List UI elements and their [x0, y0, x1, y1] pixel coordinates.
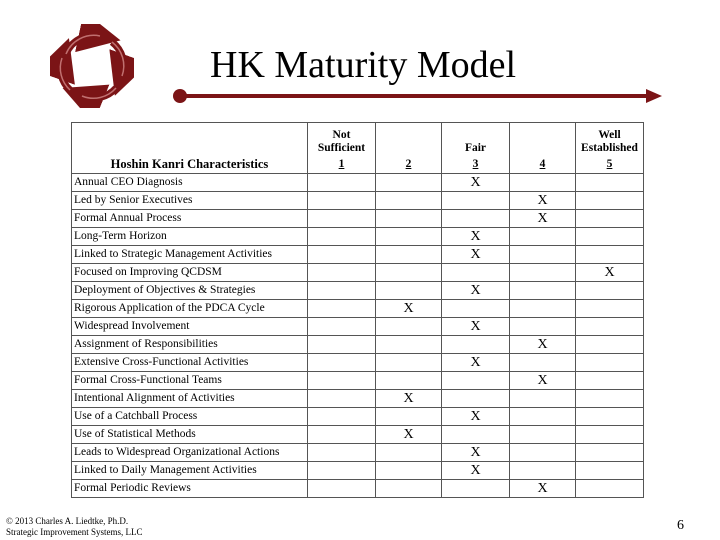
level-1-cell	[308, 336, 376, 354]
level-4-cell	[510, 264, 576, 282]
level-5-cell	[576, 354, 644, 372]
maturity-mark: X	[604, 265, 615, 280]
level-5-cell	[576, 372, 644, 390]
maturity-mark: X	[403, 427, 414, 442]
characteristic-label: Widespread Involvement	[72, 318, 308, 336]
level-5-cell	[576, 336, 644, 354]
level-4-cell	[510, 192, 576, 210]
maturity-mark: X	[470, 229, 481, 244]
maturity-table	[71, 122, 644, 498]
level-number: 3	[472, 157, 479, 170]
level-3-cell	[442, 408, 510, 426]
level-4-header	[510, 155, 576, 174]
level-4-cell	[510, 408, 576, 426]
characteristic-label: Focused on Improving QCDSM	[72, 264, 308, 282]
table-row	[72, 300, 644, 318]
slide-title: HK Maturity Model	[210, 44, 517, 86]
level-3-cell	[442, 318, 510, 336]
group-header-well-established: Well Established	[576, 123, 644, 156]
copyright-footer	[6, 516, 142, 538]
maturity-mark: X	[470, 445, 481, 460]
level-2-header	[376, 155, 442, 174]
level-3-cell	[442, 390, 510, 408]
level-3-cell	[442, 246, 510, 264]
level-1-cell	[308, 210, 376, 228]
level-5-cell	[576, 192, 644, 210]
level-3-cell	[442, 444, 510, 462]
level-3-cell	[442, 480, 510, 498]
level-3-cell	[442, 228, 510, 246]
level-4-cell	[510, 336, 576, 354]
level-4-cell	[510, 462, 576, 480]
group-header-fair: Fair	[442, 123, 510, 156]
level-5-cell	[576, 318, 644, 336]
level-5-cell	[576, 210, 644, 228]
maturity-mark: X	[537, 373, 548, 388]
characteristic-label: Linked to Daily Management Activities	[72, 462, 308, 480]
level-2-cell	[376, 444, 442, 462]
level-2-cell	[376, 480, 442, 498]
level-number: 5	[606, 157, 613, 170]
level-5-cell	[576, 228, 644, 246]
level-1-cell	[308, 408, 376, 426]
level-3-cell	[442, 264, 510, 282]
level-2-cell	[376, 228, 442, 246]
level-3-cell	[442, 336, 510, 354]
level-3-cell	[442, 210, 510, 228]
table-row	[72, 480, 644, 498]
characteristic-label: Intentional Alignment of Activities	[72, 390, 308, 408]
maturity-mark: X	[470, 319, 481, 334]
maturity-table-container	[71, 122, 643, 500]
level-number: 4	[539, 157, 546, 170]
table-row	[72, 426, 644, 444]
level-3-cell	[442, 426, 510, 444]
level-4-cell	[510, 246, 576, 264]
table-row	[72, 192, 644, 210]
level-4-cell	[510, 354, 576, 372]
level-number: 1	[338, 157, 345, 170]
level-1-cell	[308, 480, 376, 498]
level-2-cell	[376, 318, 442, 336]
level-4-cell	[510, 480, 576, 498]
level-5-cell	[576, 408, 644, 426]
level-number: 2	[405, 157, 412, 170]
level-1-cell	[308, 228, 376, 246]
level-3-cell	[442, 354, 510, 372]
level-3-cell	[442, 174, 510, 192]
level-2-cell	[376, 390, 442, 408]
level-4-cell	[510, 444, 576, 462]
characteristic-label: Formal Cross-Functional Teams	[72, 372, 308, 390]
level-2-cell	[376, 408, 442, 426]
table-row	[72, 462, 644, 480]
level-2-cell	[376, 462, 442, 480]
level-4-cell	[510, 426, 576, 444]
table-row	[72, 444, 644, 462]
level-5-cell	[576, 264, 644, 282]
maturity-mark: X	[537, 193, 548, 208]
table-row	[72, 210, 644, 228]
level-3-cell	[442, 300, 510, 318]
level-1-cell	[308, 444, 376, 462]
characteristic-label: Deployment of Objectives & Strategies	[72, 282, 308, 300]
level-4-cell	[510, 300, 576, 318]
level-4-cell	[510, 210, 576, 228]
characteristic-label: Linked to Strategic Management Activities	[72, 246, 308, 264]
level-1-cell	[308, 372, 376, 390]
characteristic-label: Leads to Widespread Organizational Actions	[72, 444, 308, 462]
group-header-row	[72, 123, 644, 156]
page-number: 6	[677, 518, 684, 533]
level-4-cell	[510, 390, 576, 408]
characteristic-label: Led by Senior Executives	[72, 192, 308, 210]
maturity-mark: X	[470, 355, 481, 370]
header-blank-cell	[72, 123, 308, 156]
level-1-cell	[308, 426, 376, 444]
level-2-cell	[376, 336, 442, 354]
level-5-cell	[576, 300, 644, 318]
level-1-cell	[308, 300, 376, 318]
level-3-cell	[442, 372, 510, 390]
group-header-not-sufficient: Not Sufficient	[308, 123, 376, 156]
table-row	[72, 264, 644, 282]
level-1-cell	[308, 192, 376, 210]
level-1-cell	[308, 282, 376, 300]
characteristic-label: Use of a Catchball Process	[72, 408, 308, 426]
characteristic-label: Formal Annual Process	[72, 210, 308, 228]
level-3-header	[442, 155, 510, 174]
level-3-cell	[442, 462, 510, 480]
maturity-mark: X	[403, 301, 414, 316]
characteristic-label: Formal Periodic Reviews	[72, 480, 308, 498]
level-1-header	[308, 155, 376, 174]
level-1-cell	[308, 246, 376, 264]
characteristic-label: Long-Term Horizon	[72, 228, 308, 246]
maturity-mark: X	[470, 409, 481, 424]
characteristic-label: Assignment of Responsibilities	[72, 336, 308, 354]
maturity-mark: X	[470, 463, 481, 478]
level-5-cell	[576, 282, 644, 300]
level-4-cell	[510, 174, 576, 192]
characteristic-label: Use of Statistical Methods	[72, 426, 308, 444]
copyright-line: © 2013 Charles A. Liedtke, Ph.D.	[6, 516, 129, 526]
level-2-cell	[376, 174, 442, 192]
level-1-cell	[308, 318, 376, 336]
group-header-blank	[510, 123, 576, 156]
characteristics-header: Hoshin Kanri Characteristics	[72, 155, 308, 174]
level-3-cell	[442, 282, 510, 300]
level-5-cell	[576, 462, 644, 480]
level-1-cell	[308, 354, 376, 372]
table-row	[72, 354, 644, 372]
company-line: Strategic Improvement Systems, LLC	[6, 527, 143, 537]
title-arrow-rule	[172, 88, 662, 104]
level-5-header	[576, 155, 644, 174]
group-header-blank	[376, 123, 442, 156]
level-5-cell	[576, 444, 644, 462]
level-2-cell	[376, 264, 442, 282]
level-1-cell	[308, 174, 376, 192]
characteristic-label: Extensive Cross-Functional Activities	[72, 354, 308, 372]
table-row	[72, 408, 644, 426]
table-row	[72, 390, 644, 408]
level-4-cell	[510, 372, 576, 390]
table-row	[72, 246, 644, 264]
level-5-cell	[576, 426, 644, 444]
level-2-cell	[376, 354, 442, 372]
level-2-cell	[376, 282, 442, 300]
level-5-cell	[576, 480, 644, 498]
level-2-cell	[376, 426, 442, 444]
level-2-cell	[376, 300, 442, 318]
level-4-cell	[510, 318, 576, 336]
level-4-cell	[510, 282, 576, 300]
level-2-cell	[376, 372, 442, 390]
table-row	[72, 174, 644, 192]
cycle-arrows-logo	[50, 24, 134, 108]
table-row	[72, 228, 644, 246]
level-1-cell	[308, 390, 376, 408]
maturity-mark: X	[470, 247, 481, 262]
level-5-cell	[576, 246, 644, 264]
level-3-cell	[442, 192, 510, 210]
level-2-cell	[376, 246, 442, 264]
characteristic-label: Annual CEO Diagnosis	[72, 174, 308, 192]
table-row	[72, 318, 644, 336]
maturity-mark: X	[537, 211, 548, 226]
maturity-mark: X	[403, 391, 414, 406]
level-5-cell	[576, 174, 644, 192]
table-row	[72, 336, 644, 354]
maturity-mark: X	[537, 481, 548, 496]
level-4-cell	[510, 228, 576, 246]
table-row	[72, 372, 644, 390]
level-5-cell	[576, 390, 644, 408]
characteristic-label: Rigorous Application of the PDCA Cycle	[72, 300, 308, 318]
level-2-cell	[376, 210, 442, 228]
maturity-mark: X	[470, 175, 481, 190]
level-2-cell	[376, 192, 442, 210]
table-row	[72, 282, 644, 300]
maturity-mark: X	[470, 283, 481, 298]
maturity-mark: X	[537, 337, 548, 352]
level-header-row	[72, 155, 644, 174]
level-1-cell	[308, 264, 376, 282]
level-1-cell	[308, 462, 376, 480]
